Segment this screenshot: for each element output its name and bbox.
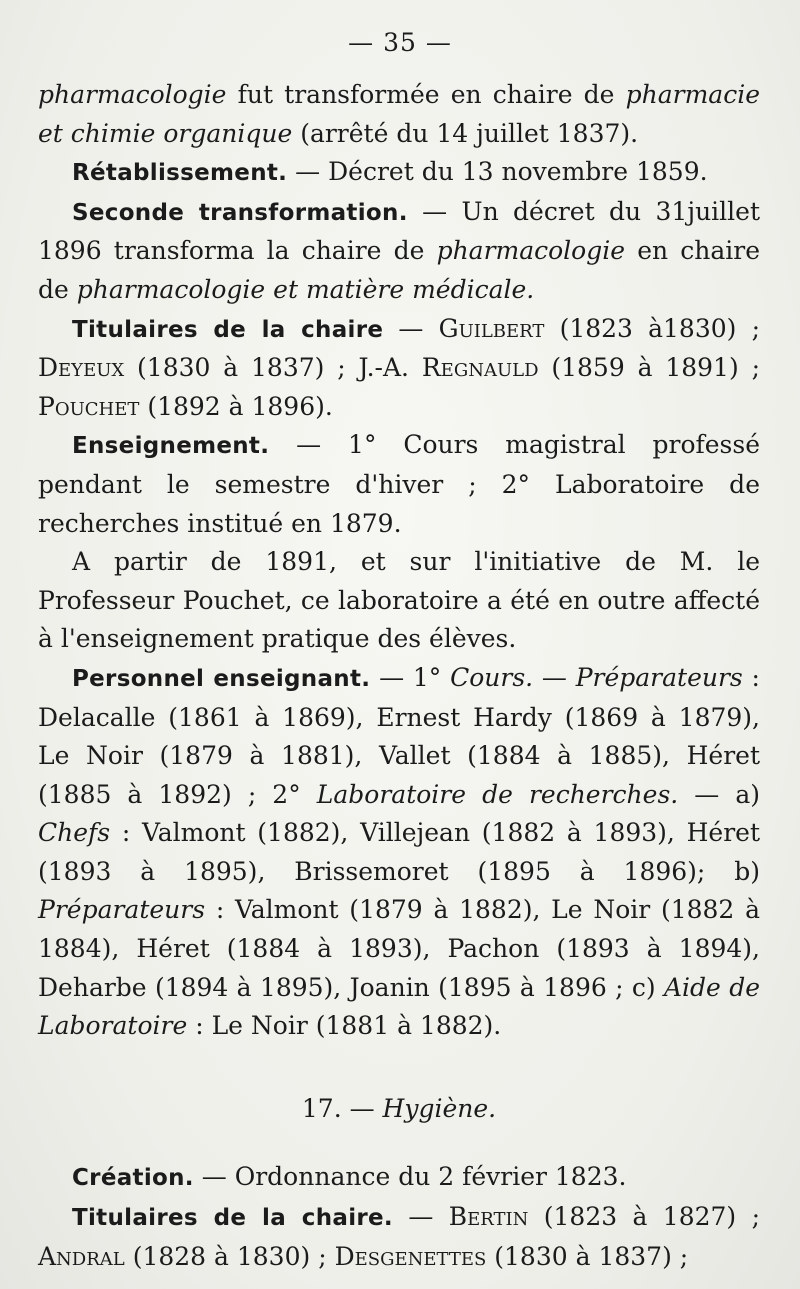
text: (1830 à 1837) ; xyxy=(486,1241,689,1271)
italic-term: Préparateurs xyxy=(575,662,743,692)
italic-term: pharmacologie xyxy=(436,236,626,266)
italic-term: Laboratoire de recherches. xyxy=(316,779,679,809)
person-name: Pouchet xyxy=(38,391,140,421)
text: — xyxy=(383,313,439,343)
person-name: Guilbert xyxy=(438,313,545,343)
paragraph-titulaires-hygiene xyxy=(38,1198,760,1276)
person-name: Bertin xyxy=(448,1202,529,1232)
text: (1823 à 1827) ; xyxy=(528,1202,760,1232)
text: en chaire de xyxy=(38,236,760,304)
text: (1828 à 1830) ; xyxy=(124,1241,335,1271)
text: (1830 à 1837) ; J.-A. xyxy=(124,353,422,383)
italic-term: Aide de Laboratoire xyxy=(38,972,760,1041)
person-name: Desgenettes xyxy=(334,1241,487,1271)
person-name: Deyeux xyxy=(38,353,125,383)
text: (1859 à 1891) ; xyxy=(538,353,760,383)
text: — xyxy=(392,1202,449,1232)
paragraph-heading: Titulaires de la chaire. xyxy=(72,1205,393,1232)
text: : Le Noir (1881 à 1882). xyxy=(187,1011,502,1041)
italic-term: pharmacie et chimie organique xyxy=(38,80,760,148)
text: — a) xyxy=(678,779,760,809)
italic-term: Cours. xyxy=(450,662,534,692)
text: — 1° xyxy=(370,662,451,692)
text: — xyxy=(533,662,576,692)
paragraph-heading: Enseignement. xyxy=(72,433,270,460)
page-body xyxy=(38,76,760,1276)
italic-term: pharmacologie xyxy=(38,80,227,109)
text: — Un décret du 31juillet 1896 transforma la chaire de xyxy=(38,196,761,266)
page-number: — 35 — xyxy=(348,28,452,57)
paragraph-seconde-transformation xyxy=(38,193,760,310)
text: — Ordonnance du 2 février 1823. xyxy=(193,1162,627,1192)
paragraph-laboratoire xyxy=(38,543,760,659)
paragraph-creation xyxy=(38,1158,760,1198)
text: (1823 à1830) ; xyxy=(544,313,760,343)
section-name: Hygiène. xyxy=(382,1093,497,1123)
text: (1892 à 1896). xyxy=(139,391,333,421)
italic-term: Chefs xyxy=(38,818,111,848)
paragraph-personnel xyxy=(38,659,760,1046)
person-name: Andral xyxy=(38,1241,125,1271)
text: A partir de 1891, et sur l'initiative de M. le Professeur Pouchet, ce laboratoire a été en outre affecté à l'enseignement pratique des élèves. xyxy=(38,547,760,654)
section-number: 17. — xyxy=(301,1093,383,1123)
text: (arrêté du 14 juillet 1837). xyxy=(292,118,639,148)
paragraph-heading: Personnel enseignant. xyxy=(72,665,371,692)
paragraph-retablissement xyxy=(38,153,760,193)
text: : Delacalle (1861 à 1869), Ernest Hardy (1869 à 1879), Le Noir (1879 à 1881), Vallet (1884 à 1885), Héret (1885 à 1892) ; 2° xyxy=(38,662,760,809)
paragraph-continuation xyxy=(38,76,760,153)
text: : Valmont (1882), Villejean (1882 à 1893), Héret (1893 à 1895), Brissemoret (1895 à 1896); b) xyxy=(38,818,760,886)
paragraph-heading: Rétablissement. xyxy=(72,160,288,187)
section-title xyxy=(38,1090,760,1129)
paragraph-heading: Création. xyxy=(72,1165,194,1192)
text: : Valmont (1879 à 1882), Le Noir (1882 à 1884), Héret (1884 à 1893), Pachon (1893 à 1894), Deharbe (1894 à 1895), Joanin (1895 à 1896 ; c) xyxy=(38,895,760,1002)
text: — 1° Cours magistral professé pendant le semestre d'hiver ; 2° Laboratoire de recherches institué en 1879. xyxy=(38,430,760,538)
text: — Décret du 13 novembre 1859. xyxy=(287,157,708,187)
italic-term: Préparateurs xyxy=(38,895,206,925)
paragraph-enseignement xyxy=(38,426,760,543)
text: fut transformée en chaire de xyxy=(226,80,626,109)
paragraph-titulaires xyxy=(38,310,760,427)
paragraph-heading: Titulaires de la chaire xyxy=(72,316,384,343)
paragraph-heading: Seconde transformation. xyxy=(72,199,408,226)
italic-term: pharmacologie et matière médicale. xyxy=(76,274,535,304)
person-name: Regnauld xyxy=(421,353,539,383)
